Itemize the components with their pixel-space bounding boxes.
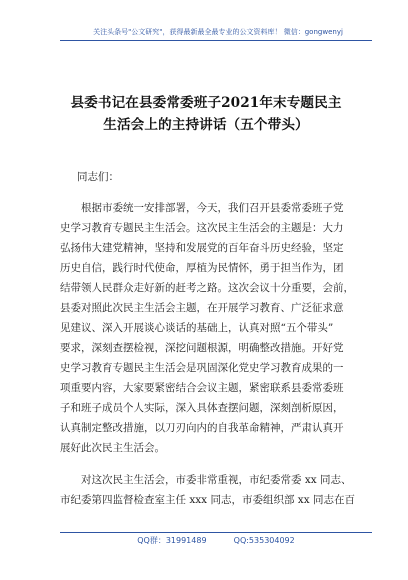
salutation: 同志们：: [77, 171, 119, 183]
footer-qq-contact: QQ:535304092: [233, 536, 295, 545]
paragraph-line: 根据市委统一安排部署，今天，我们召开县委常委班子党: [60, 202, 344, 214]
paragraph-line: 见建议、深入开展谈心谈话的基础上，认真对照“五个带头”: [60, 322, 334, 334]
paragraph-line: 要求，深刻查摆检视，深挖问题根源，明确整改措施。开好党: [60, 342, 344, 354]
header-divider: [60, 40, 372, 41]
paragraph-line: 市纪委第四监督检查室主任 xxx 同志，市委组织部 xx 同志在百: [60, 494, 355, 506]
paragraph-line: 历史自信，践行时代使命，厚植为民情怀，勇于担当作为，团: [60, 262, 344, 274]
footer-qq-group: QQ群：31991489: [137, 536, 207, 545]
header-banner: 关注头条号"公文研究"，获得最新最全最专业的公文资料库！ 微信：gongwenyj: [93, 28, 343, 36]
paragraph-line: 弘扬伟大建党精神，坚持和发展党的百年奋斗历史经验，坚定: [60, 242, 344, 254]
document-title: [58, 92, 354, 136]
paragraph-line: 展好此次民主生活会。: [60, 442, 165, 454]
paragraph-line: 县委对照此次民主生活会主题，在开展学习教育、广泛征求意: [60, 302, 344, 314]
footer-divider: [60, 532, 372, 533]
paragraph-line: 史学习教育专题民主生活会。这次民主生活会的主题是：大力: [60, 222, 344, 234]
paragraph-line: 认真制定整改措施，以刀刃向内的自我革命精神，严肃认真开: [60, 422, 344, 434]
footer-contact: [60, 535, 372, 547]
paragraph-line: 对这次民主生活会，市委非常重视，市纪委常委 xx 同志、: [60, 474, 352, 486]
paragraph-line: 项重要内容，大家要紧密结合会议主题，紧密联系县委常委班: [60, 382, 344, 394]
paragraph-2: [60, 470, 360, 510]
paragraph-1: [60, 198, 360, 458]
paragraph-line: 结带领人民群众走好新的赶考之路。这次会议十分重要，会前，: [60, 282, 354, 294]
paragraph-line: 子和班子成员个人实际，深入具体查摆问题，深刻剖析原因，: [60, 402, 344, 414]
title-line-1: 县委书记在县委常委班子2021年末专题民主: [70, 95, 342, 111]
paragraph-line: 史学习教育专题民主生活会是巩固深化党史学习教育成果的一: [60, 362, 344, 374]
title-line-2: 生活会上的主持讲话（五个带头）: [103, 117, 309, 133]
